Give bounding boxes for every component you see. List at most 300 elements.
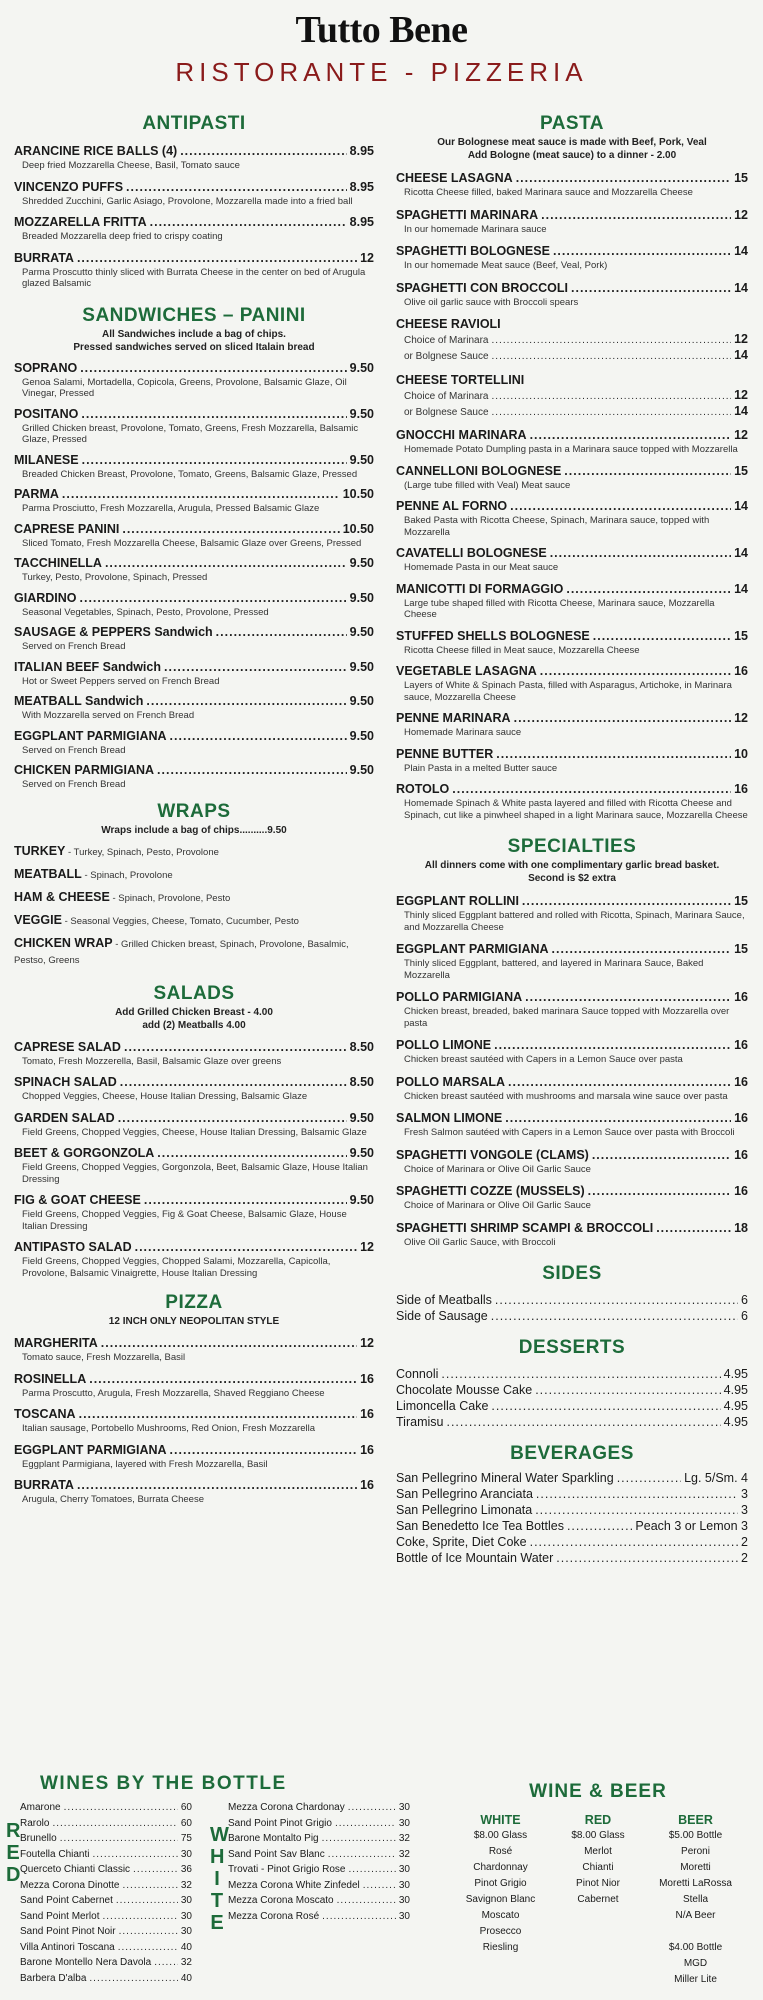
wine-price: 32 — [398, 1848, 410, 1860]
wines-title: WINES BY THE BOTTLE — [40, 1773, 287, 1794]
menu-item-description: Plain Pasta in a melted Butter sauce — [404, 762, 558, 774]
wraps-note: Wraps include a bag of chips..........9.50 — [101, 824, 287, 836]
menu-item-line — [396, 1382, 748, 1398]
menu-item-price: 9.50 — [349, 590, 374, 605]
menu-item — [396, 428, 748, 456]
menu-item-price: 9.50 — [349, 763, 374, 777]
menu-item-line — [396, 1518, 748, 1534]
menu-item-price: 12 — [734, 711, 748, 725]
wine-row — [228, 1893, 410, 1909]
option-price: 12 — [734, 332, 748, 346]
menu-item-line — [14, 763, 374, 778]
menu-item-name: San Pellegrino Aranciata — [396, 1487, 533, 1501]
dot-leader — [157, 763, 347, 778]
menu-item-name: ITALIAN BEEF Sandwich — [14, 659, 161, 674]
dot-leader — [446, 1414, 720, 1430]
wine-row — [228, 1800, 410, 1816]
dot-leader — [133, 1862, 178, 1878]
menu-item-description: Large tube shaped filled with Ricotta Cheese, Marinara sauce, Mozzarella Cheese — [404, 597, 715, 620]
dot-leader — [146, 694, 346, 709]
menu-item-name: POLLO LIMONE — [396, 1038, 492, 1052]
wine-price: 30 — [180, 1848, 192, 1860]
menu-item-name: San Pellegrino Mineral Water Sparkling — [396, 1471, 614, 1485]
menu-item-line — [396, 208, 748, 223]
dot-leader — [322, 1909, 396, 1925]
menu-item-line — [14, 694, 374, 709]
salads-note: add (2) Meatballs 4.00 — [142, 1019, 246, 1031]
beverages-list — [396, 1470, 748, 1566]
dot-leader — [552, 942, 732, 957]
menu-item-description: Choice of Marinara or Olive Oil Garlic Sauce — [404, 1163, 591, 1175]
dot-leader — [491, 390, 731, 404]
dot-leader — [120, 1075, 347, 1090]
wine-price: 40 — [180, 1972, 192, 1984]
menu-item-name: TACCHINELLA — [14, 556, 102, 570]
dot-leader — [348, 1862, 395, 1878]
wine-row — [228, 1878, 410, 1894]
menu-item-description: Parma Prosciutto, Fresh Mozzarella, Arugula, Pressed Balsamic Glaze — [22, 503, 320, 514]
menu-item-line — [14, 1443, 374, 1458]
wine-name: Mezza Corona Chardonay — [228, 1802, 345, 1813]
menu-item-name: MILANESE — [14, 452, 79, 467]
dot-leader — [322, 1831, 396, 1847]
menu-item-price: 14 — [734, 244, 748, 258]
menu-item-line — [396, 664, 748, 679]
menu-item-name: POLLO PARMIGIANA — [396, 990, 523, 1004]
menu-item-line — [14, 1336, 374, 1351]
menu-item-description: Field Greens, Chopped Veggies, Cheese, House Italian Dressing, Balsamic Glaze — [22, 1126, 367, 1138]
dot-leader — [92, 1847, 177, 1863]
wine-beer-entry: $4.00 Bottle — [668, 1942, 723, 1953]
menu-item-description: Homemade Pasta in our Meat sauce — [404, 562, 559, 573]
dot-leader — [216, 625, 347, 640]
menu-item-line — [14, 1040, 374, 1055]
wine-price: 60 — [180, 1802, 192, 1813]
wine-beer-entry: Miller Lite — [674, 1974, 717, 1985]
menu-item — [396, 711, 748, 739]
menu-item-description: Olive Oil Garlic Sauce, with Broccoli — [404, 1236, 556, 1248]
wines-by-bottle-section — [6, 1772, 410, 1990]
menu-item-price: 8.95 — [349, 215, 374, 229]
wine-beer-entry: Chardonnay — [473, 1862, 528, 1873]
wrap-description: - Grilled Chicken breast, Spinach, Provolone, Basalmic, Pestso, Greens — [14, 938, 349, 966]
wine-beer-entry: Moretti LaRossa — [659, 1878, 732, 1889]
white-wine-list — [228, 1800, 410, 1924]
option-label: or Bolgnese Sauce — [404, 351, 489, 362]
menu-item-line — [396, 747, 748, 762]
dot-leader — [126, 180, 347, 195]
wrap-description: - Spinach, Provolone, Pesto — [109, 892, 231, 904]
dot-leader — [328, 1847, 396, 1863]
dot-leader — [522, 894, 731, 909]
wine-row — [20, 1955, 192, 1971]
dot-leader — [119, 1924, 178, 1940]
wine-name: Sand Point Pinot Grigio — [228, 1817, 332, 1829]
dot-leader — [495, 1292, 738, 1308]
menu-item-name: CAPRESE PANINI — [14, 521, 120, 536]
menu-item — [396, 464, 748, 492]
wine-name: Mezza Corona Rosé — [228, 1910, 320, 1922]
menu-item-price: 18 — [734, 1220, 748, 1235]
menu-item — [14, 591, 374, 619]
menu-item-name: BURRATA — [14, 1478, 74, 1492]
dot-leader — [536, 1486, 738, 1502]
menu-item-price: 4.95 — [723, 1367, 748, 1381]
menu-item-description: Tomato, Fresh Mozzerella, Basil, Balsamic Glaze over greens — [22, 1055, 282, 1067]
menu-item-name: CHEESE RAVIOLI — [396, 317, 501, 331]
dot-leader — [164, 660, 347, 675]
menu-header — [0, 8, 763, 88]
wine-price: 30 — [398, 1910, 410, 1922]
menu-item-price: 10.50 — [342, 487, 374, 501]
menu-item-price: 6 — [741, 1293, 748, 1307]
menu-item-price: 6 — [741, 1309, 748, 1323]
menu-item-name: SOPRANO — [14, 360, 78, 375]
dot-leader — [79, 1407, 358, 1422]
wine-name: Brunello — [20, 1833, 57, 1844]
menu-item — [396, 317, 748, 364]
menu-item-name: POSITANO — [14, 406, 79, 421]
dot-leader — [118, 1111, 347, 1126]
menu-item-price: 16 — [734, 664, 748, 678]
menu-item-price: 9.50 — [349, 1193, 374, 1207]
menu-item-name: TOSCANA — [14, 1407, 76, 1421]
wine-beer-entry: $8.00 Glass — [571, 1830, 625, 1841]
menu-item-price: 12 — [734, 428, 748, 442]
menu-item-line — [396, 990, 748, 1005]
wine-beer-entry: Rosé — [488, 1846, 513, 1857]
dot-leader — [567, 1518, 632, 1534]
dot-leader — [62, 487, 340, 502]
menu-item — [14, 694, 374, 722]
wine-price: 32 — [398, 1833, 410, 1844]
dot-leader — [491, 334, 731, 348]
dot-leader — [348, 1800, 396, 1816]
menu-item-price: 12 — [734, 207, 748, 222]
menu-item-price: 15 — [734, 628, 748, 643]
wine-beer-entry: $8.00 Glass — [473, 1830, 528, 1841]
menu-item-name: GNOCCHI MARINARA — [396, 428, 527, 442]
specialties-note: Second is $2 extra — [528, 873, 616, 884]
menu-item-line — [396, 464, 748, 479]
menu-item-name: Tiramisu — [396, 1415, 444, 1429]
sandwiches-note: All Sandwiches include a bag of chips. — [102, 328, 286, 340]
menu-item-description: Chicken breast sautéed with Capers in a Lemon Sauce over pasta — [404, 1054, 683, 1065]
dot-leader — [105, 556, 347, 571]
wine-row — [20, 1878, 192, 1894]
wine-name: Mezza Corona Dinotte — [20, 1879, 120, 1891]
wine-price: 40 — [180, 1941, 192, 1953]
menu-item — [396, 942, 748, 981]
menu-item-line — [396, 629, 748, 644]
menu-item-line — [396, 1075, 748, 1090]
menu-item-price: 9.50 — [349, 659, 374, 674]
wrap-description: - Turkey, Spinach, Pesto, Provolone — [65, 846, 219, 858]
wrap-item — [14, 936, 374, 968]
dot-leader — [530, 428, 732, 443]
menu-item-description: Parma Proscutto thinly sliced with Burrata Cheese in the center on bed of Arugula glazed Balsamic — [22, 266, 366, 289]
dot-leader — [617, 1470, 681, 1486]
menu-item — [396, 1184, 748, 1212]
menu-item — [14, 1478, 374, 1506]
menu-item-price: 14 — [734, 581, 748, 596]
dot-leader — [514, 711, 732, 726]
menu-item-description: Thinly sliced Eggplant, battered, and layered in Marinara Sauce, Baked Mozzarella — [404, 958, 704, 981]
wine-row — [20, 1816, 192, 1832]
menu-item — [14, 625, 374, 653]
menu-item-name: MEATBALL Sandwich — [14, 694, 144, 708]
menu-item — [14, 180, 374, 208]
left-column — [14, 112, 374, 1506]
wine-price: 30 — [398, 1817, 410, 1829]
wine-price: 30 — [180, 1895, 192, 1906]
menu-item-line — [14, 1193, 374, 1208]
menu-item-price: 8.95 — [349, 144, 374, 158]
menu-item-name: EGGPLANT PARMIGIANA — [396, 942, 549, 956]
menu-item — [396, 747, 748, 775]
menu-item-price: 9.50 — [349, 406, 374, 421]
dot-leader — [592, 1148, 731, 1163]
menu-item-description: Eggplant Parmigiana, layered with Fresh Mozzarella, Basil — [22, 1458, 268, 1470]
menu-item-name: MARGHERITA — [14, 1336, 98, 1350]
dot-leader — [154, 1955, 178, 1971]
menu-item — [14, 1146, 374, 1185]
dot-leader — [535, 1382, 720, 1398]
menu-item — [14, 407, 374, 446]
dot-leader — [64, 1800, 178, 1816]
wine-row — [228, 1909, 410, 1925]
wine-beer-entry — [643, 1924, 748, 1940]
menu-item-line — [396, 1292, 748, 1308]
menu-item-name: GIARDINO — [14, 590, 77, 605]
menu-item-price: 8.50 — [349, 1075, 374, 1089]
option-price: 12 — [734, 388, 748, 402]
wine-row — [20, 1831, 192, 1847]
menu-item-line — [396, 1486, 748, 1502]
wine-price: 30 — [398, 1895, 410, 1906]
menu-item-price: Peach 3 or Lemon 3 — [635, 1519, 748, 1533]
menu-item-name: CHICKEN PARMIGIANA — [14, 763, 155, 777]
menu-item-price: 9.50 — [349, 360, 374, 375]
wine-name: Sand Point Merlot — [20, 1910, 100, 1922]
menu-item-line — [396, 1038, 748, 1053]
menu-item-line — [396, 499, 748, 514]
pizza-title: PIZZA — [165, 1292, 223, 1313]
wine-name: Mezza Corona White Zinfedel — [228, 1879, 360, 1891]
vertical-label-text: RED — [6, 1820, 21, 1886]
menu-item-option — [396, 332, 748, 348]
menu-item-name: CAPRESE SALAD — [14, 1039, 121, 1054]
menu-item-name: SALMON LIMONE — [396, 1111, 503, 1125]
menu-item-line — [14, 556, 374, 571]
wine-price: 32 — [180, 1957, 192, 1968]
dot-leader — [553, 244, 731, 259]
menu-item-name: PENNE AL FORNO — [396, 499, 508, 513]
menu-item-line — [396, 373, 748, 388]
wine-white-heading: WHITE — [480, 1813, 521, 1827]
menu-item-name: FIG & GOAT CHEESE — [14, 1193, 141, 1207]
wraps-title: WRAPS — [157, 800, 231, 822]
dot-leader — [525, 990, 731, 1005]
dot-leader — [535, 1502, 738, 1518]
dot-leader — [550, 546, 731, 561]
menu-item-line — [14, 591, 374, 606]
menu-item-description: Arugula, Cherry Tomatoes, Burrata Cheese — [22, 1494, 204, 1505]
menu-item-name: SPAGHETTI COZZE (MUSSELS) — [396, 1184, 585, 1198]
menu-item-description: Choice of Marinara or Olive Oil Garlic Sauce — [404, 1200, 591, 1211]
menu-item-name: STUFFED SHELLS BOLOGNESE — [396, 628, 590, 643]
menu-item — [396, 990, 748, 1029]
menu-item-line — [14, 1372, 374, 1387]
menu-item-price: 14 — [734, 499, 748, 513]
menu-item-price: 10.50 — [342, 521, 374, 536]
menu-item-price: 10 — [734, 746, 748, 761]
dot-leader — [52, 1816, 177, 1832]
dot-leader — [157, 1146, 346, 1161]
wine-name: Foutella Chianti — [20, 1848, 90, 1860]
dot-leader — [656, 1221, 731, 1236]
menu-item — [14, 251, 374, 290]
menu-item — [396, 244, 748, 272]
wine-name: Sand Point Sav Blanc — [228, 1848, 325, 1860]
pasta-title: PASTA — [539, 113, 605, 134]
dot-leader — [540, 664, 731, 679]
menu-item-description: Sliced Tomato, Fresh Mozzarella Cheese, Balsamic Glaze over Greens, Pressed — [22, 537, 362, 549]
menu-item-description: With Mozzarella served on French Bread — [22, 710, 195, 721]
menu-item-description: Parma Proscutto, Arugula, Fresh Mozzarella, Shaved Reggiano Cheese — [22, 1387, 325, 1399]
menu-item-name: ROTOLO — [396, 782, 450, 796]
menu-item-name: PARMA — [14, 487, 59, 501]
menu-item — [396, 171, 748, 199]
menu-item — [14, 453, 374, 481]
menu-item — [14, 660, 374, 688]
menu-item-name: VINCENZO PUFFS — [14, 179, 124, 194]
menu-item-name: POLLO MARSALA — [396, 1074, 506, 1089]
menu-item-description: Breaded Chicken Breast, Provolone, Tomato, Greens, Balsamic Glaze, Pressed — [22, 468, 358, 480]
wine-row — [20, 1893, 192, 1909]
menu-item-description: Tomato sauce, Fresh Mozzarella, Basil — [22, 1352, 186, 1363]
menu-item-name: ROSINELLA — [14, 1371, 87, 1386]
dot-leader — [492, 406, 732, 420]
sides-title: SIDES — [542, 1263, 602, 1284]
menu-item-line — [14, 453, 374, 468]
wine-name: Querceto Chianti Classic — [20, 1864, 131, 1875]
menu-item-description: Olive oil garlic sauce with Broccoli spears — [404, 296, 579, 308]
menu-item-line — [14, 522, 374, 537]
menu-item-name: PENNE MARINARA — [396, 711, 511, 725]
wine-beer-entry: Moscato — [481, 1910, 520, 1921]
wine-beer-entry: Chianti — [582, 1862, 614, 1873]
menu-item-description: Hot or Sweet Peppers served on French Bread — [22, 675, 220, 687]
wine-price: 60 — [180, 1817, 192, 1829]
dot-leader — [593, 629, 731, 644]
dot-leader — [77, 251, 357, 266]
menu-item — [396, 1075, 748, 1103]
dot-leader — [337, 1893, 396, 1909]
dot-leader — [101, 1336, 357, 1351]
menu-item — [14, 1336, 374, 1364]
wine-row — [20, 1847, 192, 1863]
menu-item-description: Thinly sliced Eggplant battered and rolled with Ricotta, Spinach, Marinara Sauce, and Mozzarella Cheese — [404, 910, 745, 933]
menu-item-description: Ricotta Cheese filled, baked Marinara sauce and Mozzarella Cheese — [404, 187, 693, 198]
wine-beer-entry: Riesling — [482, 1942, 519, 1953]
wine-row — [228, 1862, 410, 1878]
wine-beer-entry: Pinot Nior — [576, 1878, 620, 1889]
menu-item-name: SPAGHETTI BOLOGNESE — [396, 244, 550, 258]
wine-name: Rarolo — [20, 1817, 50, 1829]
beer-heading: BEER — [678, 1813, 713, 1827]
menu-item-line — [14, 361, 374, 376]
salads-note: Add Grilled Chicken Breast - 4.00 — [115, 1006, 273, 1018]
menu-item-price: 2 — [741, 1535, 748, 1549]
menu-item-description: Ricotta Cheese filled in Meat sauce, Mozzarella Cheese — [404, 644, 640, 656]
vertical-label-text: WHITE — [210, 1824, 229, 1934]
menu-item-name: Connoli — [396, 1367, 439, 1381]
menu-item-description: Chopped Veggies, Cheese, House Italian Dressing, Balsamic Glaze — [22, 1091, 308, 1102]
menu-item-description: Served on French Bread — [22, 641, 126, 652]
menu-item-name: SPAGHETTI VONGOLE (CLAMS) — [396, 1147, 589, 1162]
menu-item-line — [396, 171, 748, 186]
menu-item-name: VEGETABLE LASAGNA — [396, 664, 537, 678]
wine-red-column — [558, 1812, 638, 1988]
menu-item-description: Served on French Bread — [22, 779, 126, 790]
specialties-title: SPECIALTIES — [507, 836, 637, 857]
menu-item-line — [396, 1221, 748, 1236]
menu-item — [396, 1111, 748, 1139]
dot-leader — [496, 747, 731, 762]
menu-item-line — [14, 729, 374, 744]
menu-item-price: 15 — [734, 171, 748, 185]
menu-item-price: 14 — [734, 546, 748, 560]
menu-item-description: Field Greens, Chopped Veggies, Gorgonzola, Beet, Balsamic Glaze, House Italian Dressing — [22, 1162, 368, 1185]
menu-item-price: 2 — [741, 1551, 748, 1565]
wine-name: Sand Point Cabernet — [20, 1895, 113, 1906]
option-label: or Bolgnese Sauce — [404, 407, 489, 418]
menu-item — [14, 1372, 374, 1400]
beverages-title: BEVERAGES — [510, 1443, 634, 1464]
menu-item-name: EGGPLANT PARMIGIANA — [14, 1442, 167, 1457]
menu-item-price: 4.95 — [723, 1399, 748, 1413]
dot-leader — [135, 1240, 357, 1255]
menu-item-line — [14, 487, 374, 502]
desserts-title: DESSERTS — [518, 1337, 626, 1358]
wine-price: 30 — [398, 1802, 410, 1813]
menu-item-name: EGGPLANT ROLLINI — [396, 894, 519, 908]
menu-item-description: Deep fried Mozzarella Cheese, Basil, Tomato sauce — [22, 160, 240, 171]
menu-item-price: 14 — [734, 280, 748, 295]
wine-beer-section — [448, 1780, 748, 1988]
menu-item-description: Served on French Bread — [22, 744, 126, 756]
dot-leader — [510, 499, 731, 514]
beer-column — [643, 1812, 748, 1988]
menu-item-price: 16 — [734, 1147, 748, 1162]
menu-item — [14, 1193, 374, 1232]
salads-title: SALADS — [153, 982, 235, 1004]
menu-item-description: Genoa Salami, Mortadella, Copicola, Greens, Provolone, Balsamic Glaze, Oil Vinegar, Pressed — [22, 376, 347, 399]
menu-item-line — [14, 660, 374, 675]
menu-item-option — [396, 404, 748, 420]
menu-item-price: 8.50 — [349, 1039, 374, 1054]
menu-item-name: Limoncella Cake — [396, 1399, 489, 1413]
menu-item-description: Chicken breast, breaded, baked marinara Sauce topped with Mozzarella over pasta — [404, 1006, 730, 1029]
white-wine-label — [206, 1824, 228, 1934]
wine-beer-entry: Merlot — [584, 1846, 612, 1857]
menu-item-name: SAUSAGE & PEPPERS Sandwich — [14, 625, 213, 639]
menu-item-price: 12 — [360, 1336, 374, 1350]
wrap-description: - Spinach, Provolone — [81, 869, 173, 881]
menu-item-price: 12 — [360, 1240, 374, 1254]
dot-leader — [89, 1372, 357, 1387]
